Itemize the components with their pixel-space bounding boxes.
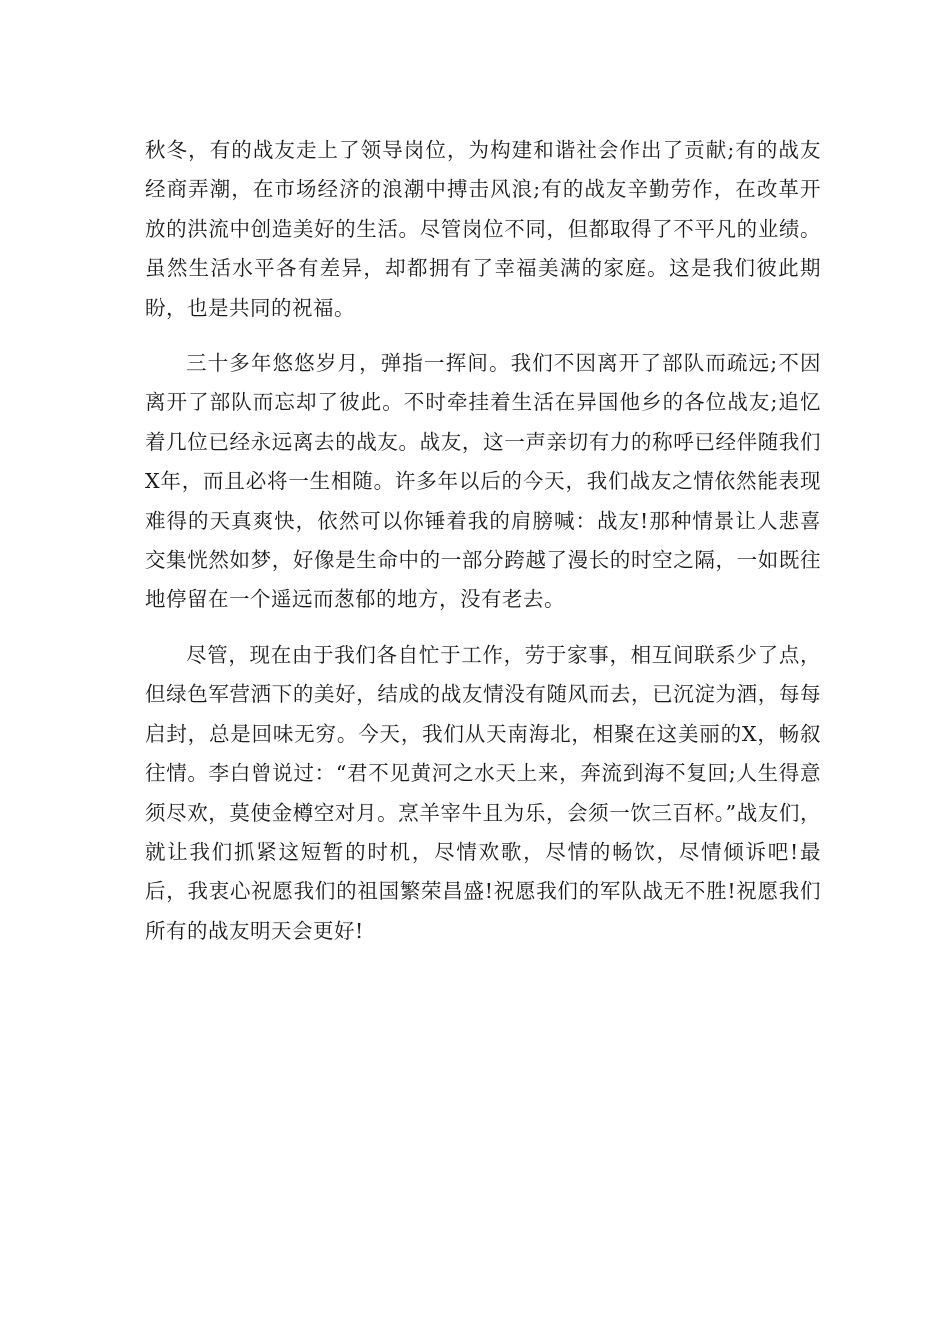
document-body <box>145 131 821 951</box>
paragraph-2: 三十多年悠悠岁月，弹指一挥间。我们不因离开了部队而疏远;不因离开了部队而忘却了彼此。不时牵挂着生活在异国他乡的各位战友;追忆着几位已经永远离去的战友。战友，这一声亲切有力的称呼已经伴随我们X年，而且必将一生相随。许多年以后的今天，我们战友之情依然能表现难得的天真爽快，依然可以你锤着我的肩膀喊：战友!那种情景让人悲喜交集恍然如梦，好像是生命中的一部分跨越了漫长的时空之隔，一如既往地停留在一个遥远而葱郁的地方，没有老去。 <box>145 351 821 612</box>
paragraph-3: 尽管，现在由于我们各自忙于工作，劳于家事，相互间联系少了点，但绿色军营洒下的美好，结成的战友情没有随风而去，已沉淀为酒，每每启封，总是回味无穷。今天，我们从天南海北，相聚在这美丽的X，畅叙往情。李白曾说过：“君不见黄河之水天上来，奔流到海不复回;人生得意须尽欢，莫使金樽空对月。烹羊宰牛且为乐，会须一饮三百杯。”战友们，就让我们抓紧这短暂的时机，尽情欢歌，尽情的畅饮，尽情倾诉吧!最后，我衷心祝愿我们的祖国繁荣昌盛!祝愿我们的军队战无不胜!祝愿我们所有的战友明天会更好! <box>145 642 821 943</box>
paragraph-1: 秋冬，有的战友走上了领导岗位，为构建和谐社会作出了贡献;有的战友经商弄潮，在市场经济的浪潮中搏击风浪;有的战友辛勤劳作，在改革开放的洪流中创造美好的生活。尽管岗位不同，但都取得了不平凡的业绩。虽然生活水平各有差异，却都拥有了幸福美满的家庭。这是我们彼此期盼，也是共同的祝福。 <box>145 138 821 320</box>
